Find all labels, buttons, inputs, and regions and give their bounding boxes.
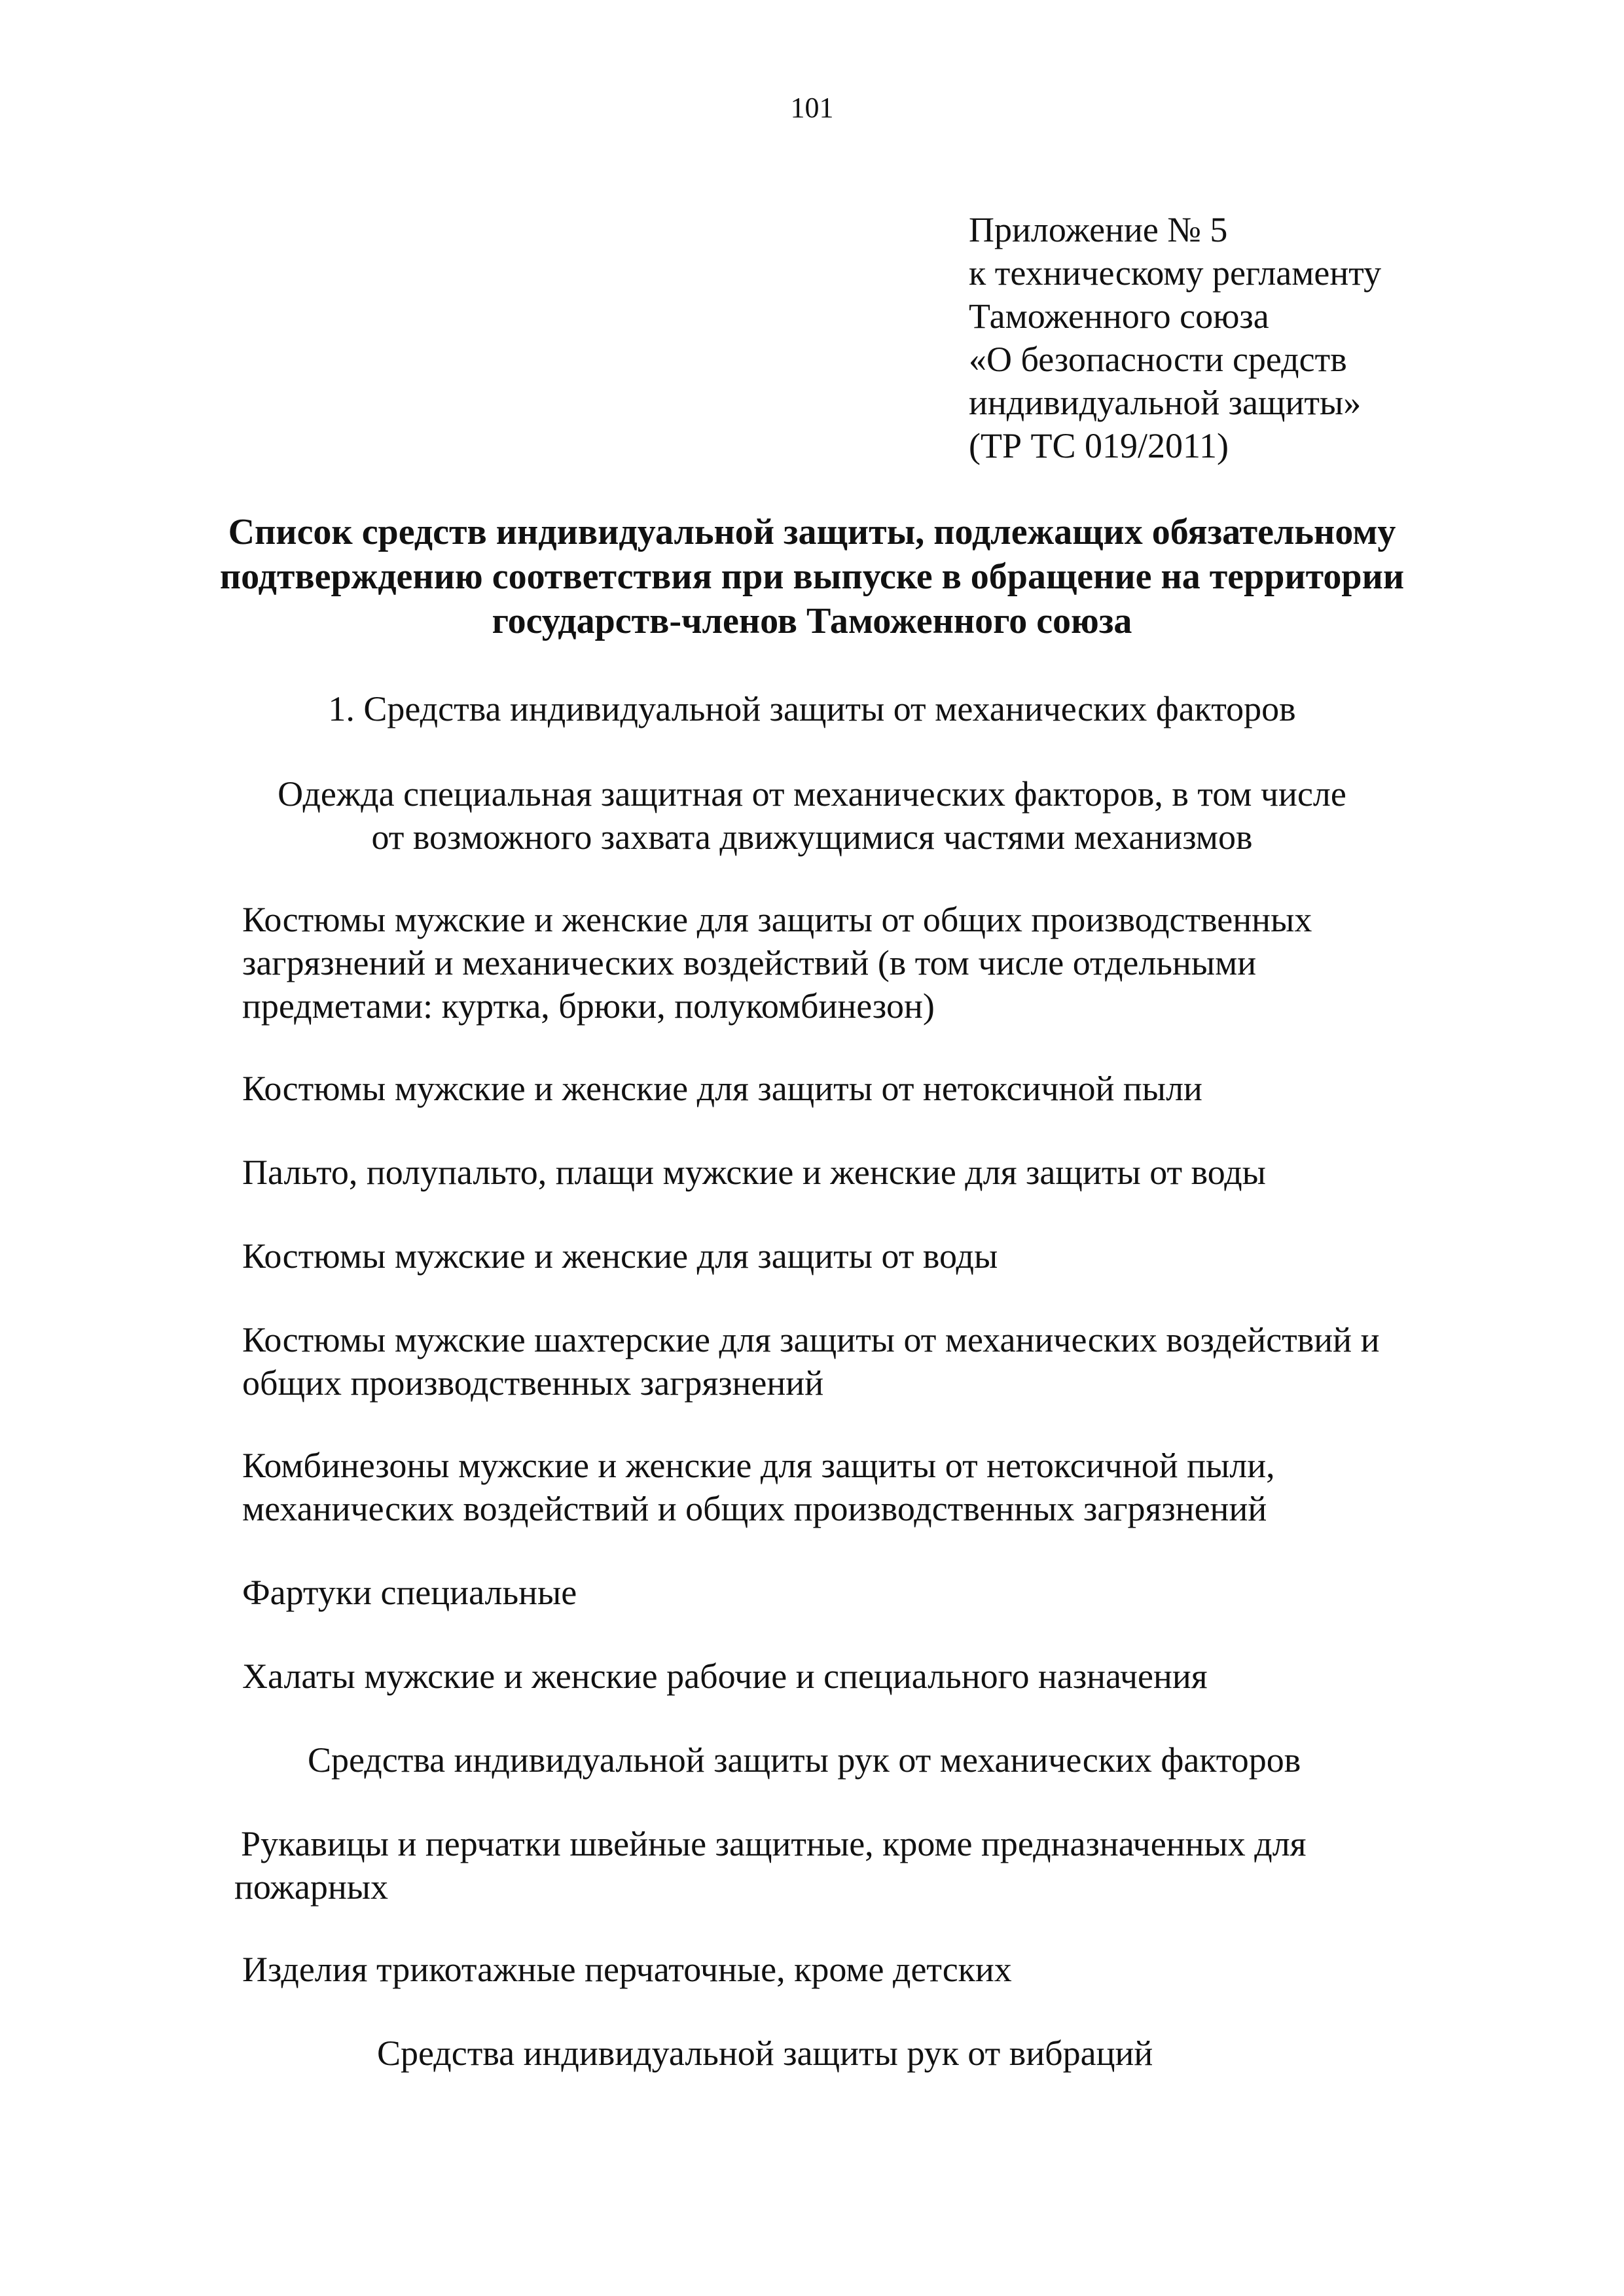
page-number: 101 xyxy=(790,92,834,124)
title-line: подтверждению соответствия при выпуске в обращение на территории xyxy=(219,556,1405,597)
subsection-heading: Средства индивидуальной защиты рук от механических факторов xyxy=(308,1740,1301,1780)
subheading-line: от возможного захвата движущимися частями механизмов xyxy=(371,817,1253,857)
list-item: Комбинезоны мужские и женские для защиты от нетоксичной пыли, xyxy=(242,1446,1275,1485)
section-heading: 1. Средства индивидуальной защиты от механических факторов xyxy=(328,689,1296,728)
list-item: Костюмы мужские и женские для защиты от общих производственных xyxy=(242,900,1312,939)
appendix-line: Таможенного союза xyxy=(969,296,1269,336)
list-item: Изделия трикотажные перчаточные, кроме детских xyxy=(242,1950,1012,1989)
list-item: Костюмы мужские и женские для защиты от нетоксичной пыли xyxy=(242,1069,1202,1108)
list-item: общих производственных загрязнений xyxy=(242,1363,824,1403)
title-line: Список средств индивидуальной защиты, подлежащих обязательному xyxy=(228,512,1396,552)
appendix-line: (ТР ТС 019/2011) xyxy=(969,426,1229,465)
list-item: предметами: куртка, брюки, полукомбинезон) xyxy=(242,986,935,1026)
list-item: Рукавицы и перчатки швейные защитные, кроме предназначенных для xyxy=(241,1824,1307,1863)
list-item: загрязнений и механических воздействий (в том числе отдельными xyxy=(242,943,1257,982)
appendix-line: к техническому регламенту xyxy=(969,253,1382,293)
list-item: пожарных xyxy=(234,1867,389,1907)
list-item: Костюмы мужские и женские для защиты от воды xyxy=(242,1236,998,1276)
appendix-line: «О безопасности средств xyxy=(969,340,1347,379)
subheading-line: Одежда специальная защитная от механических факторов, в том числе xyxy=(278,774,1346,814)
appendix-line: Приложение № 5 xyxy=(969,210,1228,249)
list-item: Фартуки специальные xyxy=(242,1573,577,1612)
list-item: Костюмы мужские шахтерские для защиты от механических воздействий и xyxy=(242,1320,1380,1359)
subsection-heading: Средства индивидуальной защиты рук от вибраций xyxy=(377,2034,1153,2073)
appendix-line: индивидуальной защиты» xyxy=(969,383,1362,422)
list-item: механических воздействий и общих производственных загрязнений xyxy=(242,1489,1267,1528)
list-item: Халаты мужские и женские рабочие и специального назначения xyxy=(242,1657,1208,1696)
title-line: государств-членов Таможенного союза xyxy=(492,601,1132,641)
list-item: Пальто, полупальто, плащи мужские и женские для защиты от воды xyxy=(242,1153,1266,1192)
